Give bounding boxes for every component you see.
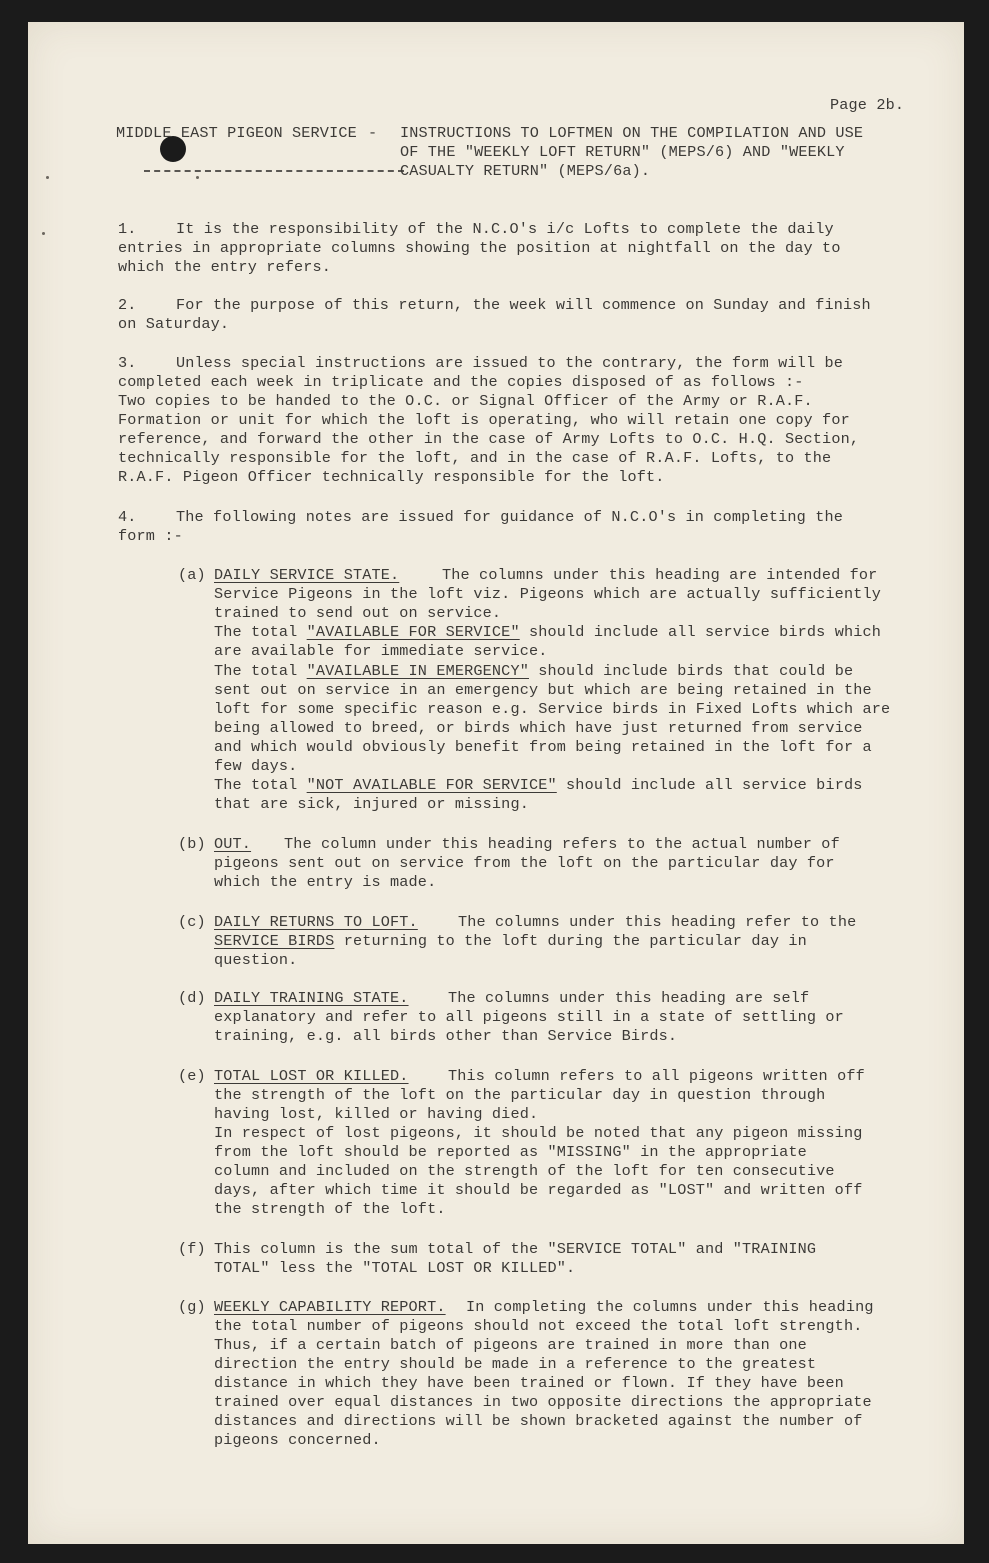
item-g-heading: WEEKLY CAPABILITY REPORT. xyxy=(214,1298,446,1316)
item-e-line: the strength of the loft on the particular day in question through xyxy=(214,1086,826,1104)
item-a-line: and which would obviously benefit from being retained in the loft for a xyxy=(214,738,872,756)
title-separator: - xyxy=(368,124,378,142)
title-line-3: CASUALTY RETURN" (MEPS/6a). xyxy=(400,162,651,180)
item-c-line: SERVICE BIRDS returning to the loft during the particular day in xyxy=(214,932,807,950)
item-c-label: (c) xyxy=(178,913,206,931)
item-g-line: direction the entry should be made in a reference to the greatest xyxy=(214,1355,817,1373)
item-a-line: few days. xyxy=(214,757,298,775)
item-e-label: (e) xyxy=(178,1067,206,1085)
page-label: Page 2b. xyxy=(830,96,905,114)
para-3-line: Two copies to be handed to the O.C. or Signal Officer of the Army or R.A.F. xyxy=(118,392,813,410)
item-e-line: the strength of the loft. xyxy=(214,1200,446,1218)
para-1-line: which the entry refers. xyxy=(118,258,332,276)
para-4-number: 4. xyxy=(118,508,137,526)
item-a-heading: DAILY SERVICE STATE. xyxy=(214,566,400,584)
speck xyxy=(196,176,199,179)
item-g-line: Thus, if a certain batch of pigeons are trained in more than one xyxy=(214,1336,807,1354)
item-g-line: the total number of pigeons should not exceed the total loft strength. xyxy=(214,1317,863,1335)
item-f-label: (f) xyxy=(178,1240,206,1258)
item-a-line: trained to send out on service. xyxy=(214,604,502,622)
item-g-line: distances and directions will be shown bracketed against the number of xyxy=(214,1412,863,1430)
item-b-line: which the entry is made. xyxy=(214,873,437,891)
item-g-line: distance in which they have been trained or flown. If they have been xyxy=(214,1374,844,1392)
para-4-line: The following notes are issued for guidance of N.C.O's in completing the xyxy=(176,508,844,526)
speck xyxy=(46,176,49,179)
item-a-label: (a) xyxy=(178,566,206,584)
item-f-line: TOTAL" less the "TOTAL LOST OR KILLED". xyxy=(214,1259,576,1277)
item-e-line: In respect of lost pigeons, it should be noted that any pigeon missing xyxy=(214,1124,863,1142)
item-g-line: In completing the columns under this heading xyxy=(466,1298,874,1316)
item-a-line: The total "NOT AVAILABLE FOR SERVICE" should include all service birds xyxy=(214,776,863,794)
item-a-line: The total "AVAILABLE IN EMERGENCY" should include birds that could be xyxy=(214,662,854,680)
item-d-line: explanatory and refer to all pigeons still in a state of settling or xyxy=(214,1008,844,1026)
item-c-line: question. xyxy=(214,951,298,969)
item-b-line: The column under this heading refers to the actual number of xyxy=(284,835,840,853)
item-a-line: are available for immediate service. xyxy=(214,642,548,660)
para-1-number: 1. xyxy=(118,220,137,238)
item-d-label: (d) xyxy=(178,989,206,1007)
document-page xyxy=(28,22,964,1544)
item-d-line: training, e.g. all birds other than Service Birds. xyxy=(214,1027,678,1045)
title-line-1-right: INSTRUCTIONS TO LOFTMEN ON THE COMPILATION AND USE xyxy=(400,124,864,142)
item-e-line: days, after which time it should be regarded as "LOST" and written off xyxy=(214,1181,863,1199)
title-line-2: OF THE "WEEKLY LOFT RETURN" (MEPS/6) AND "WEEKLY xyxy=(400,143,845,161)
item-e-line: column and included on the strength of the loft for ten consecutive xyxy=(214,1162,835,1180)
item-c-heading: DAILY RETURNS TO LOFT. xyxy=(214,913,418,931)
para-3-line: technically responsible for the loft, and in the case of R.A.F. Lofts, to the xyxy=(118,449,832,467)
item-b-heading: OUT. xyxy=(214,835,252,853)
para-3-line: Formation or unit for which the loft is operating, who will retain one copy for xyxy=(118,411,850,429)
para-3-number: 3. xyxy=(118,354,137,372)
item-g-label: (g) xyxy=(178,1298,206,1316)
item-b-label: (b) xyxy=(178,835,206,853)
para-4-line: form :- xyxy=(118,527,183,545)
para-2-line: on Saturday. xyxy=(118,315,230,333)
item-e-line: from the loft should be reported as "MISSING" in the appropriate xyxy=(214,1143,807,1161)
item-a-line: being allowed to breed, or birds which have just returned from service xyxy=(214,719,863,737)
item-e-line: having lost, killed or having died. xyxy=(214,1105,539,1123)
item-a-line: sent out on service in an emergency but which are being retained in the xyxy=(214,681,872,699)
item-e-line: This column refers to all pigeons written off xyxy=(448,1067,865,1085)
item-a-line: The columns under this heading are intended for xyxy=(442,566,878,584)
para-1-line: It is the responsibility of the N.C.O's i/c Lofts to complete the daily xyxy=(176,220,834,238)
item-a-line: Service Pigeons in the loft viz. Pigeons which are actually sufficiently xyxy=(214,585,882,603)
item-a-line: that are sick, injured or missing. xyxy=(214,795,529,813)
para-3-line: reference, and forward the other in the case of Army Lofts to O.C. H.Q. Section, xyxy=(118,430,860,448)
para-3-line: completed each week in triplicate and the copies disposed of as follows :- xyxy=(118,373,804,391)
para-1-line: entries in appropriate columns showing the position at nightfall on the day to xyxy=(118,239,841,257)
item-g-line: pigeons concerned. xyxy=(214,1431,381,1449)
item-e-heading: TOTAL LOST OR KILLED. xyxy=(214,1067,409,1085)
para-2-line: For the purpose of this return, the week will commence on Sunday and finish xyxy=(176,296,871,314)
item-d-line: The columns under this heading are self xyxy=(448,989,810,1007)
para-2-number: 2. xyxy=(118,296,137,314)
title-underline xyxy=(144,170,404,172)
speck xyxy=(42,232,45,235)
para-3-line: Unless special instructions are issued to the contrary, the form will be xyxy=(176,354,844,372)
item-f-line: This column is the sum total of the "SERVICE TOTAL" and "TRAINING xyxy=(214,1240,817,1258)
item-b-line: pigeons sent out on service from the loft on the particular day for xyxy=(214,854,835,872)
item-d-heading: DAILY TRAINING STATE. xyxy=(214,989,409,1007)
title-line-1-left: MIDDLE EAST PIGEON SERVICE xyxy=(116,124,357,142)
item-c-line: The columns under this heading refer to the xyxy=(458,913,857,931)
item-a-line: loft for some specific reason e.g. Service birds in Fixed Lofts which are xyxy=(214,700,891,718)
item-g-line: trained over equal distances in two opposite directions the appropriate xyxy=(214,1393,872,1411)
item-a-line: The total "AVAILABLE FOR SERVICE" should include all service birds which xyxy=(214,623,882,641)
para-3-line: R.A.F. Pigeon Officer technically responsible for the loft. xyxy=(118,468,665,486)
